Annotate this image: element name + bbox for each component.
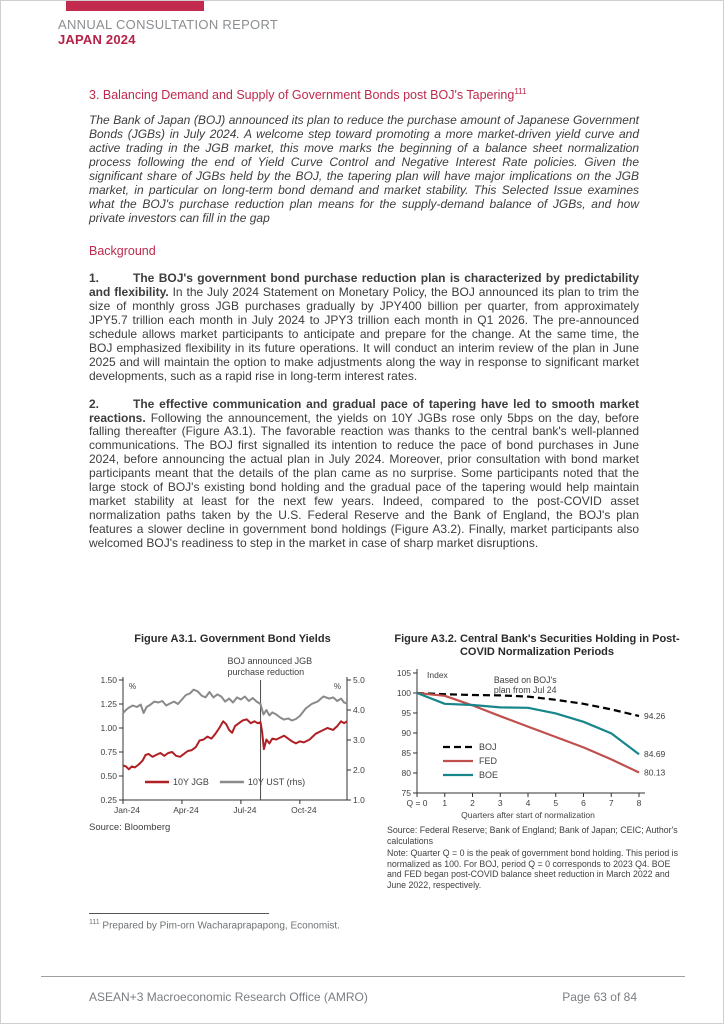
svg-text:Jan-24: Jan-24 [114,805,140,816]
svg-text:Index: Index [427,670,448,681]
svg-text:80: 80 [401,768,411,779]
svg-text:2: 2 [470,798,475,809]
svg-text:3.0: 3.0 [353,735,365,746]
svg-text:105: 105 [396,668,411,679]
svg-text:90: 90 [401,728,411,739]
svg-text:plan from Jul 24: plan from Jul 24 [493,685,557,696]
svg-text:1.25: 1.25 [100,699,117,710]
paragraph-2 [89,398,639,551]
government-bond-yields-chart [89,654,376,816]
svg-text:Q = 0: Q = 0 [406,798,428,809]
paragraph-2-text: Following the announcement, the yields on 10Y JGBs rose only 5bps on the day, before falling thereafter (Figure A3.1). The favorable reaction was thanks to the central bank's well-planned communications. The BOJ first signalled its intention to reduce the pace of bond purchases in June 2024, before announcing the actual plan in July 2024. Moreover, prior consultation with bond market participants meant that the details of the plan came as no surprise. Some participants noted that the large stock of BOJ's existing bond holding and the gradual pace of the tapering would help maintain market stability at least for the next few years. Indeed, compared to the post-COVID asset normalization paths taken by the U.S. Federal Reserve and the Bank of England, the BOJ's plan features a slower decline in government bond holdings (Figure A3.2). Finally, market participants also welcomed BOJ's readiness to step in the market in case of sharp market disruptions. [89,410,639,550]
section-title-text: 3. Balancing Demand and Supply of Government Bonds post BOJ's Tapering [89,88,515,103]
figure-a3-2-note: Note: Quarter Q = 0 is the peak of government bond holding. This period is normalized as 100. For BOJ, period Q = 0 corresponds to 2023 Q4. BOE and FED began post-COVID balance sheet reduction in March 2022 and June 2022, respectively. [387,847,679,890]
svg-text:10Y UST (rhs): 10Y UST (rhs) [247,777,306,788]
svg-text:1.50: 1.50 [100,675,117,686]
svg-text:Apr-24: Apr-24 [173,805,199,816]
paragraph-2-number: 2. [89,396,100,411]
footnote-reference: 111 [514,87,527,96]
svg-text:5.0: 5.0 [353,675,365,686]
footer-organization: ASEAN+3 Macroeconomic Research Office (AMRO) [89,990,368,1004]
page-footer [41,976,685,1004]
footer-page-number: Page 63 of 84 [562,990,637,1004]
svg-text:Based on BOJ's: Based on BOJ's [493,675,557,686]
paragraph-1 [89,272,639,383]
footnote-body: Prepared by Pim-orn Wacharaprapapong, Economist. [99,920,340,932]
svg-text:1.00: 1.00 [100,723,117,734]
footer-divider [41,976,685,977]
svg-text:1: 1 [442,798,448,809]
report-type-label: ANNUAL CONSULTATION REPORT [58,17,279,32]
svg-text:6: 6 [581,798,586,809]
svg-text:1.0: 1.0 [353,795,365,806]
securities-holding-chart [387,661,687,821]
figure-a3-2 [387,633,687,891]
svg-text:3: 3 [497,798,503,809]
svg-text:%: % [129,682,137,692]
article-body [89,87,639,551]
svg-text:0.25: 0.25 [100,795,117,806]
svg-text:95: 95 [401,708,411,719]
footnote-text [89,919,639,931]
abstract-paragraph: The Bank of Japan (BOJ) announced its plan to reduce the purchase amount of Japanese Government Bonds (JGBs) in July 2024. A welcome step toward promoting a more market-driven yield curve and active trading in the JGB market, this move marks the beginning of a balance sheet normalization process following the end of Yield Curve Control and Negative Interest Rate policies. Given the significant share of JGBs held by the BOJ, the tapering plan will have major implications on the JGB market, in particular on long-term bond demand and market stability. This Selected Issue examines what the BOJ's purchase reduction plan means for the supply-demand balance of JGBs, and how private investors can fill in the gap [89,113,639,225]
brand-bar [66,1,204,11]
svg-text:75: 75 [401,788,411,799]
figure-a3-1 [89,633,376,891]
svg-text:94.26: 94.26 [644,711,666,722]
figure-a3-2-source: Source: Federal Reserve; Bank of England; Bank of Japan; CEIC; Author's calculations [387,825,678,847]
footnote-number: 111 [89,919,100,926]
svg-text:10Y JGB: 10Y JGB [173,777,209,788]
svg-text:4.0: 4.0 [353,705,365,716]
svg-text:0.50: 0.50 [100,771,117,782]
section-title [89,87,639,102]
svg-text:7: 7 [608,798,614,809]
paragraph-1-lead: The BOJ's government bond purchase reduction plan is characterized by predictability and flexibility. [89,271,639,300]
page-header [58,1,278,47]
svg-text:FED: FED [479,756,497,767]
svg-text:0.75: 0.75 [100,747,117,758]
figure-a3-1-source: Source: Bloomberg [89,822,171,834]
svg-text:100: 100 [396,688,411,699]
svg-text:%: % [333,682,341,692]
svg-text:5: 5 [553,798,559,809]
footnote-divider [89,913,269,914]
svg-text:4: 4 [525,798,531,809]
svg-text:Quarters after start of normal: Quarters after start of normalization [461,810,595,821]
background-heading: Background [89,244,156,259]
paragraph-2-lead: The effective communication and gradual pace of tapering have led to smooth market reactions. [89,396,639,425]
country-year-label: JAPAN 2024 [58,32,136,47]
svg-text:Oct-24: Oct-24 [291,805,317,816]
figures-row [89,633,687,891]
figure-a3-1-title: Figure A3.1. Government Bond Yields [134,633,331,645]
svg-text:84.69: 84.69 [644,749,666,760]
svg-text:BOJ: BOJ [479,742,497,753]
svg-text:purchase reduction: purchase reduction [227,667,305,678]
footnote-block [89,913,639,931]
svg-text:BOJ announced JGB: BOJ announced JGB [227,656,313,667]
paragraph-1-text: In the July 2024 Statement on Monetary Policy, the BOJ announced its plan to trim the size of monthly gross JGB purchases gradually by JPY400 billion per quarter, from approximately JPY5.7 trillion each month in July 2024 to JPY3 trillion each month in Q1 2026. The pre-announced schedule allows market participants to anticipate and prepare for the change. At the same time, the BOJ emphasized flexibility in its future operations. It will conduct an interim review of the plan in June 2025 and will maintain the option to make adjustments along the way in response to significant market developments, such as a rapid rise in long-term interest rates. [89,285,639,383]
figure-a3-2-title: Figure A3.2. Central Bank's Securities Holding in Post-COVID Normalization Periods [394,633,680,659]
svg-text:8: 8 [636,798,642,809]
svg-text:80.13: 80.13 [644,767,666,778]
paragraph-1-number: 1. [89,271,100,286]
svg-text:Jul-24: Jul-24 [233,805,257,816]
svg-text:2.0: 2.0 [353,765,365,776]
svg-text:BOE: BOE [479,770,499,781]
svg-text:85: 85 [401,748,411,759]
